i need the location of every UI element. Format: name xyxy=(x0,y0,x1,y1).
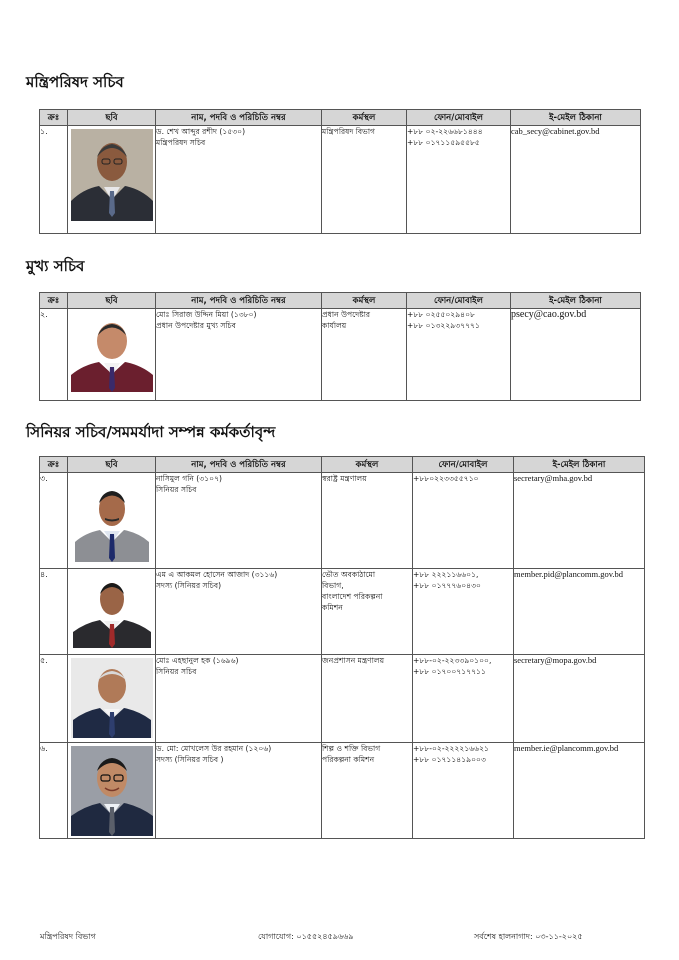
officer-name: মোঃ এহছানুল হক (১৬৯৬) xyxy=(156,656,239,665)
table-row xyxy=(40,655,645,743)
phone-cell xyxy=(407,309,511,401)
phone-cell xyxy=(413,655,514,743)
email-cell xyxy=(514,743,645,839)
office-line: কমিশন xyxy=(322,603,343,612)
officer-name: নাসিমুল গনি (৩১০৭) xyxy=(156,474,222,483)
section-title-cabinet-secretary: মন্ত্রিপরিষদ সচিব xyxy=(26,73,124,91)
email-link[interactable]: cab_secy@cabinet.gov.bd xyxy=(511,126,600,136)
serial-cell: ৩. xyxy=(40,473,68,569)
cabinet-secretary-table xyxy=(39,109,641,234)
name-cell xyxy=(156,743,322,839)
officer-name: ড. মো: মোখলেস উর রহমান (১২০৬) xyxy=(156,744,272,753)
header-name: নাম, পদবি ও পরিচিতি নম্বর xyxy=(156,110,322,126)
phone-number: +৮৮ ২২২১১৬৬০১, xyxy=(413,570,479,579)
phone-number: +৮৮ ০১৭১১৫৯৫৫৮৫ xyxy=(407,138,480,147)
name-cell xyxy=(156,473,322,569)
header-serial: ক্রঃ xyxy=(40,293,68,309)
footer-department: মন্ত্রিপরিষদ বিভাগ xyxy=(40,932,96,941)
email-cell xyxy=(514,473,645,569)
officer-designation: মন্ত্রিপরিষদ সচিব xyxy=(156,138,206,147)
email-link[interactable]: member.ie@plancomm.gov.bd xyxy=(514,743,619,753)
phone-cell xyxy=(413,743,514,839)
office-line: স্বরাষ্ট্র মন্ত্রণালয় xyxy=(322,474,367,483)
officer-portrait xyxy=(71,658,153,738)
photo-cell xyxy=(68,569,156,655)
email-link[interactable]: member.pid@plancomm.gov.bd xyxy=(514,569,624,579)
photo-cell xyxy=(68,309,156,401)
header-email: ই-মেইল ঠিকানা xyxy=(511,293,641,309)
serial-cell: ২. xyxy=(40,309,68,401)
table-row xyxy=(40,743,645,839)
table-header-row xyxy=(40,457,645,473)
phone-number: +৮৮ ০১৭০০৭১৭৭১১ xyxy=(413,667,486,676)
office-line: শিল্প ও শক্তি বিভাগ xyxy=(322,744,381,753)
office-line: পরিকল্পনা কমিশন xyxy=(322,755,375,764)
table-header-row xyxy=(40,110,641,126)
name-cell xyxy=(156,655,322,743)
phone-cell xyxy=(407,126,511,234)
serial-cell: ৪. xyxy=(40,569,68,655)
footer-contact: যোগাযোগ: ০১৫৫২৪৫৯৬৬৯ xyxy=(258,932,354,941)
header-photo: ছবি xyxy=(68,293,156,309)
office-cell xyxy=(322,655,413,743)
email-link[interactable]: secretary@mha.gov.bd xyxy=(514,473,593,483)
email-link[interactable]: psecy@cao.gov.bd xyxy=(511,309,587,320)
office-cell xyxy=(322,126,407,234)
phone-number: +৮৮ ০২-২২৬৬৮১৪৪৪ xyxy=(407,127,483,136)
officer-name: এম এ আকমল হোসেন আজাদ (৩১১৬) xyxy=(156,570,278,579)
phone-number: +৮৮ ০১৭৭৭৬০৪৩০ xyxy=(413,581,481,590)
officer-designation: সিনিয়র সচিব xyxy=(156,485,197,494)
name-cell xyxy=(156,309,322,401)
header-office: কর্মস্থল xyxy=(322,293,407,309)
office-cell xyxy=(322,569,413,655)
officer-portrait xyxy=(71,746,153,836)
office-line: ভৌত অবকাঠামো xyxy=(322,570,376,579)
photo-cell xyxy=(68,126,156,234)
officer-portrait xyxy=(71,312,153,392)
table-row xyxy=(40,126,641,234)
officer-portrait xyxy=(71,476,153,562)
email-cell xyxy=(511,309,641,401)
photo-cell xyxy=(68,743,156,839)
header-phone: ফোন/মোবাইল xyxy=(413,457,514,473)
phone-number: +৮৮০২২৩৩৫৫৭১০ xyxy=(413,474,479,483)
table-row xyxy=(40,569,645,655)
officer-designation: সদস্য (সিনিয়র সচিব ) xyxy=(156,755,224,764)
header-name: নাম, পদবি ও পরিচিতি নম্বর xyxy=(156,457,322,473)
header-email: ই-মেইল ঠিকানা xyxy=(511,110,641,126)
office-cell xyxy=(322,743,413,839)
header-phone: ফোন/মোবাইল xyxy=(407,293,511,309)
name-cell xyxy=(156,126,322,234)
table-header-row xyxy=(40,293,641,309)
office-line: মন্ত্রিপরিষদ বিভাগ xyxy=(322,127,375,136)
officer-designation: সিনিয়র সচিব xyxy=(156,667,197,676)
office-line: প্রধান উপদেষ্টার xyxy=(322,310,371,319)
footer-last-updated: সর্বশেষ হালনাগাদ: ০৩-১১-২০২৫ xyxy=(474,932,583,941)
officer-portrait xyxy=(71,572,153,648)
header-phone: ফোন/মোবাইল xyxy=(407,110,511,126)
email-cell xyxy=(511,126,641,234)
header-photo: ছবি xyxy=(68,457,156,473)
header-serial: ক্রঃ xyxy=(40,110,68,126)
phone-number: +৮৮ ০২৫৫০২৯৪০৮ xyxy=(407,310,475,319)
header-serial: ক্রঃ xyxy=(40,457,68,473)
office-line: জনপ্রশাসন মন্ত্রণালয় xyxy=(322,656,385,665)
section-title-principal-secretary: মুখ্য সচিব xyxy=(26,257,85,275)
header-name: নাম, পদবি ও পরিচিতি নম্বর xyxy=(156,293,322,309)
office-cell xyxy=(322,473,413,569)
office-line: কার্যালয় xyxy=(322,321,347,330)
office-line: বাংলাদেশ পরিকল্পনা xyxy=(322,592,383,601)
senior-secretaries-table xyxy=(39,456,645,839)
phone-cell xyxy=(413,569,514,655)
section-title-senior-secretaries: সিনিয়র সচিব/সমমর্যাদা সম্পন্ন কর্মকর্তাবৃন্দ xyxy=(26,423,276,441)
serial-cell: ৫. xyxy=(40,655,68,743)
header-photo: ছবি xyxy=(68,110,156,126)
photo-cell xyxy=(68,473,156,569)
header-office: কর্মস্থল xyxy=(322,457,413,473)
phone-number: +৮৮ ০১৩২২৯৩৭৭৭১ xyxy=(407,321,480,330)
table-row xyxy=(40,309,641,401)
email-cell xyxy=(514,569,645,655)
photo-cell xyxy=(68,655,156,743)
officer-name: মোঃ সিরাজ উদ্দিন মিয়া (১৩৮০) xyxy=(156,310,257,319)
phone-number: +৮৮ ০১৭১১৪১৯০০৩ xyxy=(413,755,486,764)
officer-name: ড. শেখ আব্দুর রশীদ (১৫৩০) xyxy=(156,127,246,136)
name-cell xyxy=(156,569,322,655)
phone-cell xyxy=(413,473,514,569)
officer-designation: প্রধান উপদেষ্টার মুখ্য সচিব xyxy=(156,321,236,330)
office-line: বিভাগ, xyxy=(322,581,344,590)
table-row xyxy=(40,473,645,569)
phone-number: +৮৮-০২-২২৩৩৯০১০০, xyxy=(413,656,492,665)
header-office: কর্মস্থল xyxy=(322,110,407,126)
phone-number: +৮৮-০২-২২২২১৬৬২১ xyxy=(413,744,489,753)
officer-designation: সদস্য (সিনিয়র সচিব) xyxy=(156,581,222,590)
email-cell xyxy=(514,655,645,743)
serial-cell: ১. xyxy=(40,126,68,234)
principal-secretary-table xyxy=(39,292,641,401)
email-link[interactable]: secretary@mopa.gov.bd xyxy=(514,655,597,665)
serial-cell: ৬. xyxy=(40,743,68,839)
office-cell xyxy=(322,309,407,401)
officer-portrait xyxy=(71,129,153,221)
header-email: ই-মেইল ঠিকানা xyxy=(514,457,645,473)
